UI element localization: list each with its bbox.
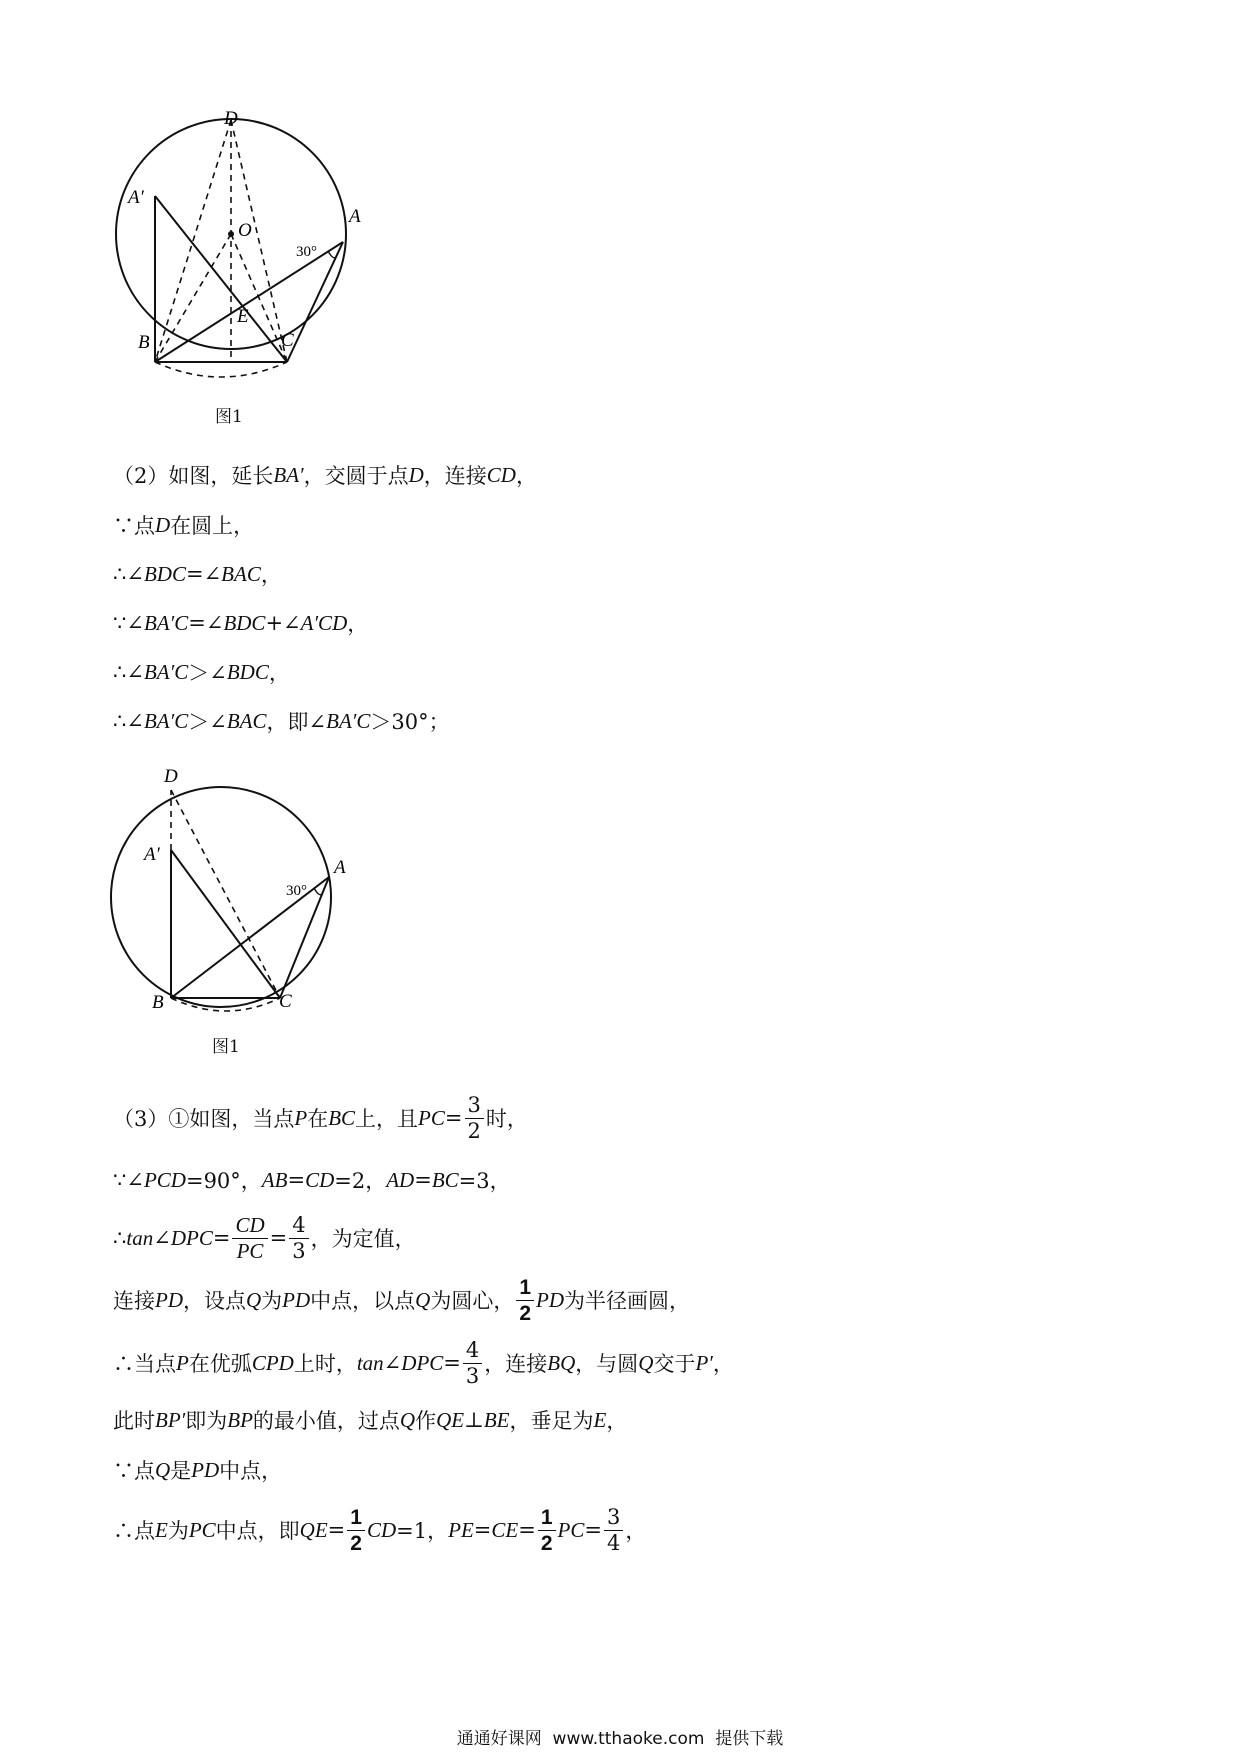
label-a-prime: A′ xyxy=(128,187,144,208)
text-line: ∴点 E 为 PC 中点，即 QE = $\frac{1}{2}$ CD =1， PE = CE = $\frac{1}{2}$ PC = $\frac{3}{4}$ ， xyxy=(113,1504,647,1555)
fraction: $\frac{1}{2}$ xyxy=(516,1277,534,1324)
figure-1-diagram xyxy=(100,110,380,400)
fraction: $\frac{1}{2}$ xyxy=(538,1507,556,1554)
label-e: E xyxy=(237,306,249,327)
label-angle-30: 30° xyxy=(296,244,317,260)
segment-aprime-c xyxy=(171,850,280,998)
angle-arc-a xyxy=(314,888,322,895)
text-line: ∴∠ BDC =∠ BAC ， xyxy=(113,561,282,587)
fraction: $\frac{CD}{PC}$ xyxy=(232,1215,267,1262)
figure-2-caption: 图1 xyxy=(212,1037,240,1057)
label-a: A xyxy=(349,206,361,227)
page-footer: 通通好课网 www.tthaoke.com 提供下载 xyxy=(456,1729,784,1749)
dashed-d-b xyxy=(155,120,231,362)
label-a: A xyxy=(334,857,346,878)
figure-2 xyxy=(100,760,380,1020)
text-line: ∴ tan ∠ DPC = $\frac{CD}{PC}$ = $\frac{4}{3}$ ，为定值， xyxy=(113,1212,416,1263)
text-line: 此时 BP′ 即为 BP 的最小值，过点 Q 作 QE ⊥ BE ，垂足为 E ， xyxy=(113,1407,628,1433)
text-line: ∵∠ PCD =90°， AB = CD =2， AD = BC =3， xyxy=(113,1167,511,1193)
figure-1-caption: 图1 xyxy=(215,407,243,427)
dashed-d-c xyxy=(171,790,280,998)
label-d: D xyxy=(224,110,238,129)
dashed-arc-bc xyxy=(171,998,280,1011)
fraction: $\frac{3}{4}$ xyxy=(604,1507,623,1554)
text-line: ∴当点 P 在优弧 CPD 上时， tan ∠ DPC = $\frac{4}{3}$ ，连接 BQ ，与圆 Q 交于 P′ ， xyxy=(113,1337,734,1388)
label-b: B xyxy=(138,332,150,353)
fraction: $\frac{4}{3}$ xyxy=(289,1215,308,1262)
text-line: ∵∠ BA′C =∠ BDC +∠ A′CD ， xyxy=(113,610,369,636)
figure-2-diagram xyxy=(100,760,380,1020)
label-d: D xyxy=(164,766,178,787)
dashed-arc-bc xyxy=(155,362,287,377)
segment-aprime-c xyxy=(155,196,287,362)
label-c: C xyxy=(281,330,294,351)
fraction: $\frac{4}{3}$ xyxy=(463,1340,482,1387)
text-line: ∵点 Q 是 PD 中点， xyxy=(113,1457,283,1483)
label-c: C xyxy=(279,991,292,1012)
text-line: ∴∠ BA′C ＞∠ BAC ，即∠ BA′C ＞30°； xyxy=(113,708,450,734)
figure-1 xyxy=(100,110,380,400)
label-b: B xyxy=(152,992,164,1013)
text-line: （3）①如图，当点 P 在 BC 上，且 PC = $\frac{3}{2}$ 时， xyxy=(113,1092,528,1143)
label-angle-30: 30° xyxy=(286,883,307,899)
label-a-prime: A′ xyxy=(144,844,160,865)
label-o: O xyxy=(238,220,252,241)
text-line: （2）如图，延长 BA′ ，交圆于点 D ，连接 CD ， xyxy=(113,462,537,488)
center-o-dot xyxy=(228,231,234,237)
text-line: ∴∠ BA′C ＞∠ BDC ， xyxy=(113,659,290,685)
fraction: $\frac{1}{2}$ xyxy=(347,1507,365,1554)
angle-arc-a xyxy=(328,251,336,258)
text-line: ∵点 D 在圆上， xyxy=(113,512,255,538)
fraction: $\frac{3}{2}$ xyxy=(465,1095,484,1142)
dashed-o-c xyxy=(231,234,287,362)
text-line: 连接 PD ，设点 Q 为 PD 中点，以点 Q 为圆心， $\frac{1}{2}$ PD 为半径画圆， xyxy=(113,1275,691,1325)
